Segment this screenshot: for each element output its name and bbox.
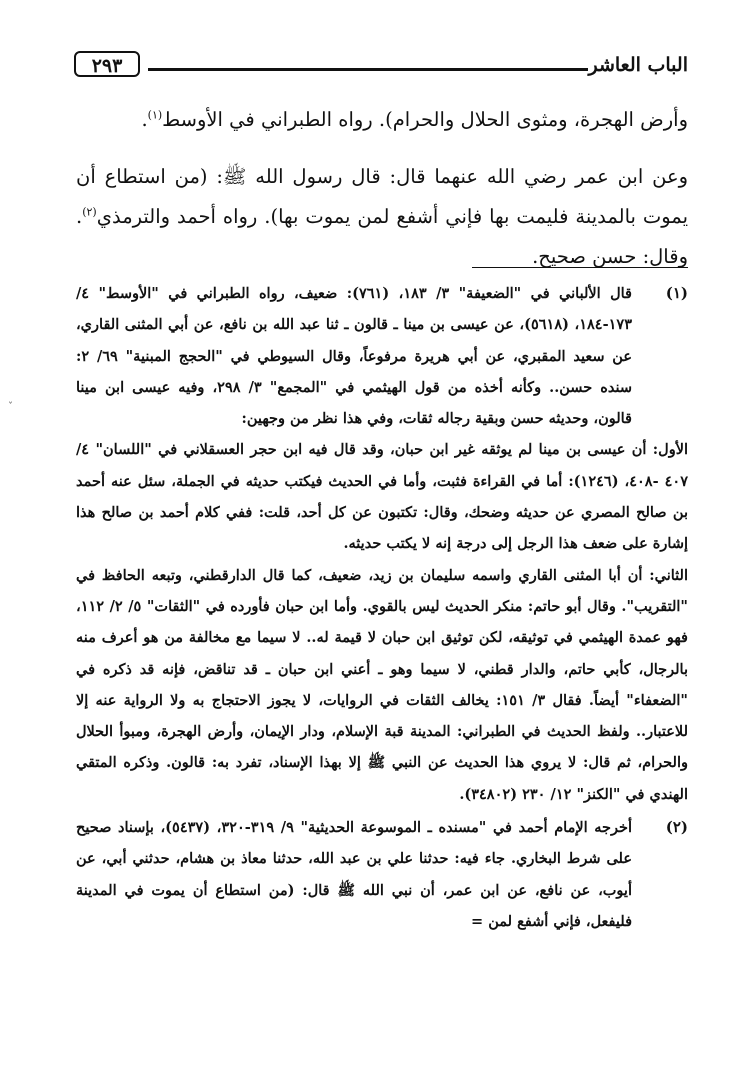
footnote-ref-1: (١) [147, 108, 163, 122]
main-paragraph-2 [76, 157, 688, 277]
main-text [76, 100, 688, 277]
footnote-separator [472, 267, 688, 268]
footnote-1-first-point: الأول: أن عيسى بن مينا لم يوثقه غير ابن حبان، وقد قال فيه ابن حجر العسقلاني في "اللسان" ٤/ ٤٠٧ -٤٠٨، (١٢٤٦): أما في القراءة فثبت، وأما في الحديث فيكتب حديثه في الجملة، سئل عنه أحمد بن صالح المصري عن حديثه وضحك، وقال: تكتبون عن كل أحد، قلت: ففي كلام أحمد بن صالح هذا إشارة على ضعف هذا الرجل إلى درجة إنه لا يكتب حديثه. [76, 441, 688, 553]
chapter-title: الباب العاشر [588, 54, 688, 76]
paragraph-2-tail: . وقال: حسن صحيح. [76, 205, 688, 268]
footnotes [76, 278, 688, 937]
footnote-2-text: أخرجه الإمام أحمد في "مسنده ـ الموسوعة الحديثية" ٩/ ٣١٩-٣٢٠، (٥٤٣٧)، بإسناد صحيح على شرط البخاري. جاء فيه: حدثنا علي بن عبد الله، حدثنا معاذ بن هشام، حدثني أبي، عن أيوب، عن نافع، عن ابن عمر، أن نبي الله ﷺ قال: (من استطاع أن يموت في المدينة فليفعل، فإني أشفع لمن = [76, 819, 633, 930]
footnote-2 [76, 812, 688, 937]
header-rule [148, 68, 588, 71]
paragraph-2-text: وعن ابن عمر رضي الله عنهما قال: قال رسول الله ﷺ: (من استطاع أن يموت بالمدينة فليمت بها فإني أشفع لمن يموت بها). رواه أحمد والترمذي [76, 165, 688, 228]
footnote-1-intro: قال الألباني في "الضعيفة" ٣/ ١٨٣، (٧٦١): ضعيف، رواه الطبراني في "الأوسط" ٤/ ١٧٣-١٨٤، (٥٦١٨)، عن عيسى بن مينا ـ قالون ـ ثنا عبد الله بن نافع، عن أبي المثنى القاري، عن سعيد المقبري، عن أبي هريرة مرفوعاً، وقال السيوطي في "الحجج المبنية" ٦٩/ ٢: سنده حسن.. وكأنه أخذه من قول الهيثمي في "المجمع" ٣/ ٢٩٨، وفيه عيسى ابن مينا قالون، وحديثه حسن وبقية رجاله ثقات، وفي هذا نظر من وجهين: [76, 285, 633, 428]
footnote-1-second-point: الثاني: أن أبا المثنى القاري واسمه سليمان بن زيد، ضعيف، كما قال الدارقطني، وتبعه الحافظ في "التقريب". وقال أبو حاتم: منكر الحديث ليس بالقوي. وأما ابن حبان فأورده في "الثقات" ٥/ ٢/ ١١٢، فهو عمدة الهيثمي في توثيقه، لكن توثيق ابن حبان لا قيمة له.. لا سيما مع مخالفة من هو أعرف منه بالرجال، كأبي حاتم، والدار قطني، لا سيما وهو ـ أعني ابن حبان ـ قد تناقض، فإنه قد ذكره في "الضعفاء" أيضاً. فقال ٣/ ١٥١: يخالف الثقات في الروايات، لا يجوز الاحتجاج به ولا الرواية عنه إلا للاعتبار.. ولفظ الحديث في الطبراني: المدينة قبة الإسلام، ودار الإيمان، وأرض الهجرة، ومبوأ الحلال والحرام، ثم قال: لا يروي هذا الحديث عن النبي ﷺ إلا بهذا الإسناد، تفرد به: قالون. وذكره المتقي الهندي في "الكنز" ١٢/ ٢٣٠ (٣٤٨٠٢). [76, 566, 688, 803]
page-header [74, 50, 688, 84]
footnote-2-number: (٢) [665, 818, 688, 837]
footnote-1-number: (١) [665, 284, 688, 302]
margin-mark: ˇ [8, 402, 13, 413]
footnote-ref-2: (٢) [82, 205, 97, 219]
page-number: ٢٩٣ [74, 51, 140, 77]
paragraph-1-text: وأرض الهجرة، ومثوى الحلال والحرام). رواه الطبراني في الأوسط [162, 108, 688, 131]
main-paragraph-1: وأرض الهجرة، ومثوى الحلال والحرام). رواه الطبراني في الأوسط$^{(١)}$. [141, 108, 688, 131]
footnote-1 [76, 278, 688, 810]
